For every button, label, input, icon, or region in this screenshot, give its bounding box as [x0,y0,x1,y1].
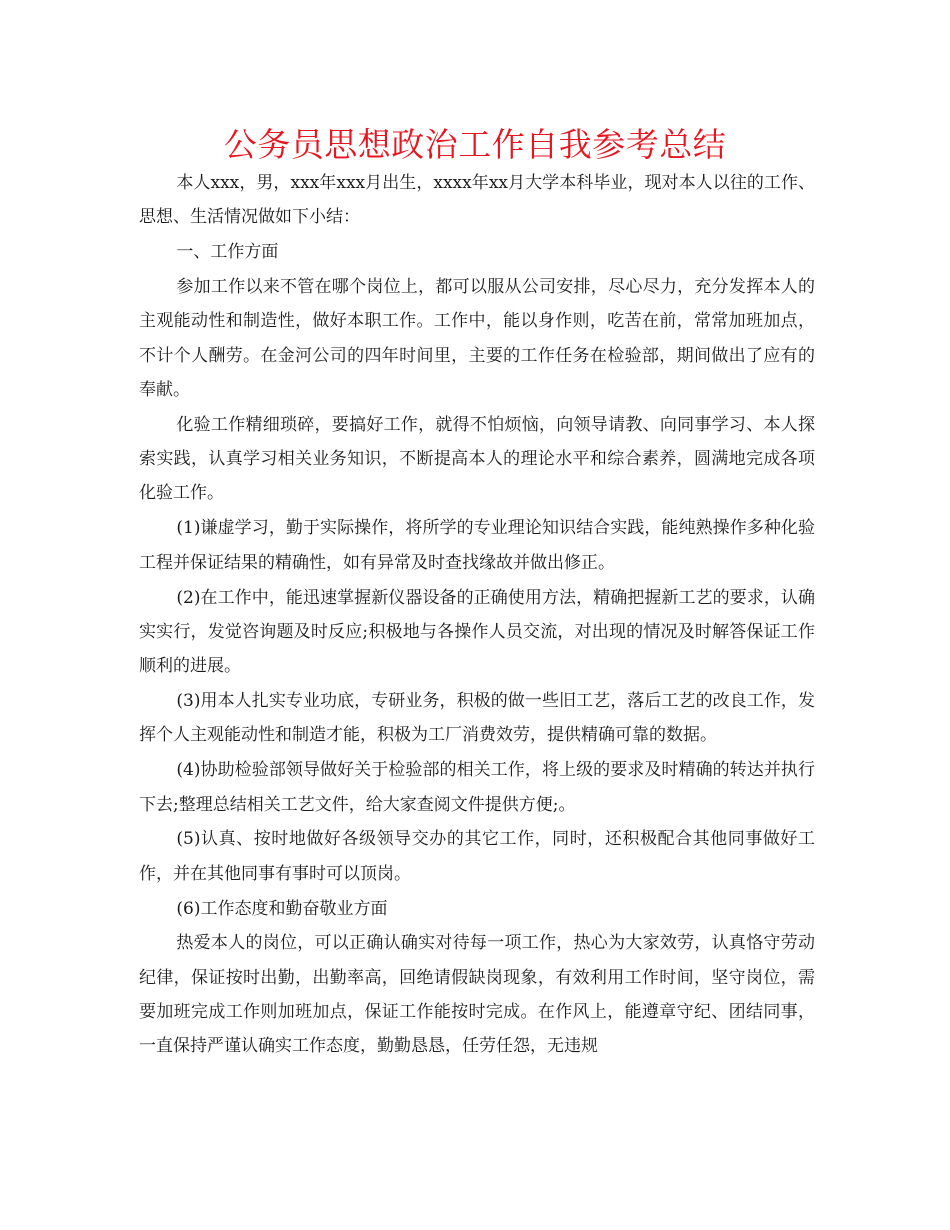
list-item-2: (2)在工作中，能迅速掌握新仪器设备的正确使用方法，精确把握新工艺的要求，认确实实行，发觉咨询题及时反应;积极地与各操作人员交流，对出现的情况及时解答保证工作顺利的进展。 [139,587,815,677]
paragraph-attitude: 热爱本人的岗位，可以正确认确实对待每一项工作，热心为大家效劳，认真恪守劳动纪律，保证按时出勤，出勤率高，回绝请假缺岗现象，有效利用工作时间，坚守岗位，需要加班完成工作则加班加点，保证工作能按时完成。在作风上，能遵章守纪、团结同事，一直保持严谨认确实工作态度，勤勤恳恳，任劳任怨，无违规 [139,933,815,1057]
list-item-6: (6)工作态度和勤奋敬业方面 [176,898,388,919]
section-heading-work: 一、工作方面 [176,242,279,263]
document-title: 公务员思想政治工作自我参考总结 [223,125,727,164]
paragraph-lab-work: 化验工作精细琐碎，要搞好工作，就得不怕烦恼，向领导请教、向同事学习、本人探索实践，认真学习相关业务知识，不断提高本人的理论水平和综合素养，圆满地完成各项化验工作。 [139,414,815,504]
list-item-4: (4)协助检验部领导做好关于检验部的相关工作，将上级的要求及时精确的转达并执行下去;整理总结相关工艺文件，给大家查阅文件提供方便;。 [139,760,815,815]
list-item-1: (1)谦虚学习，勤于实际操作，将所学的专业理论知识结合实践，能纯熟操作多种化验工程并保证结果的精确性，如有异常及时查找缘故并做出修正。 [139,518,815,573]
list-item-5: (5)认真、按时地做好各级领导交办的其它工作，同时，还积极配合其他同事做好工作，并在其他同事有事时可以顶岗。 [139,829,815,884]
paragraph-work-overview: 参加工作以来不管在哪个岗位上，都可以服从公司安排，尽心尽力，充分发挥本人的主观能动性和制造性，做好本职工作。工作中，能以身作则，吃苦在前，常常加班加点，不计个人酬劳。在金河公司的四年时间里，主要的工作任务在检验部，期间做出了应有的奉献。 [139,277,815,400]
paragraph-intro: 本人xxx，男，xxx年xxx月出生，xxxx年xx月大学本科毕业，现对本人以往的工作、思想、生活情况做如下小结： [139,173,815,228]
document-body [139,166,815,1064]
list-item-3: (3)用本人扎实专业功底，专研业务，积极的做一些旧工艺，落后工艺的改良工作，发挥个人主观能动性和制造才能，积极为工厂消费效劳，提供精确可靠的数据。 [139,691,815,746]
